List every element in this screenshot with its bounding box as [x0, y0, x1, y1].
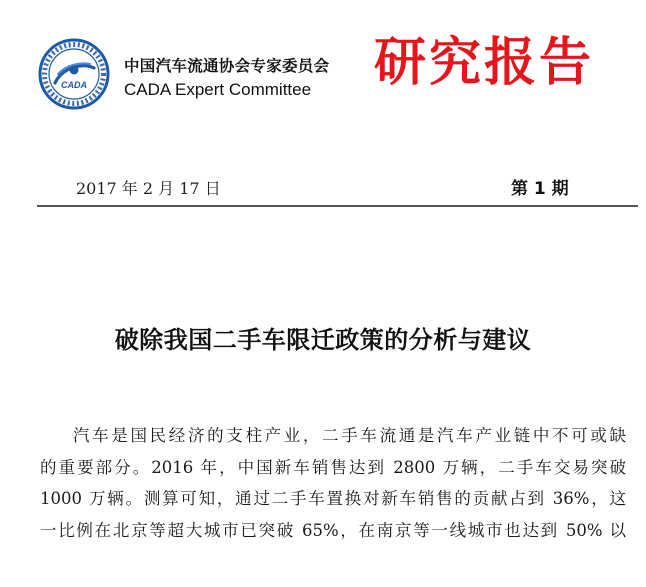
body-line: 的重要部分。2016 年，中国新车销售达到 2800 万辆，二手车交易突破	[40, 457, 626, 477]
cada-logo	[38, 38, 110, 110]
article-body	[40, 420, 626, 546]
body-line: 汽车是国民经济的支柱产业，二手车流通是汽车产业链中不可或缺	[73, 426, 626, 445]
issue-number: 第 1 期	[511, 179, 569, 199]
body-line: 一比例在北京等超大城市已突破 65%，在南京等一线城市也达到 50% 以	[40, 520, 626, 540]
report-title: 研究报告	[374, 33, 595, 93]
body-line: 1000 万辆。测算可知，通过二手车置换对新车销售的贡献占到 36%，这	[40, 489, 626, 508]
header-divider	[37, 205, 638, 207]
svg-text:CADA: CADA	[61, 80, 87, 90]
publication-date: 2017 年 2 月 17 日	[76, 179, 221, 198]
article-title: 破除我国二手车限迁政策的分析与建议	[114, 325, 532, 354]
organization-name-cn: 中国汽车流通协会专家委员会	[124, 57, 330, 75]
organization-name-en: CADA Expert Committee	[124, 80, 312, 99]
